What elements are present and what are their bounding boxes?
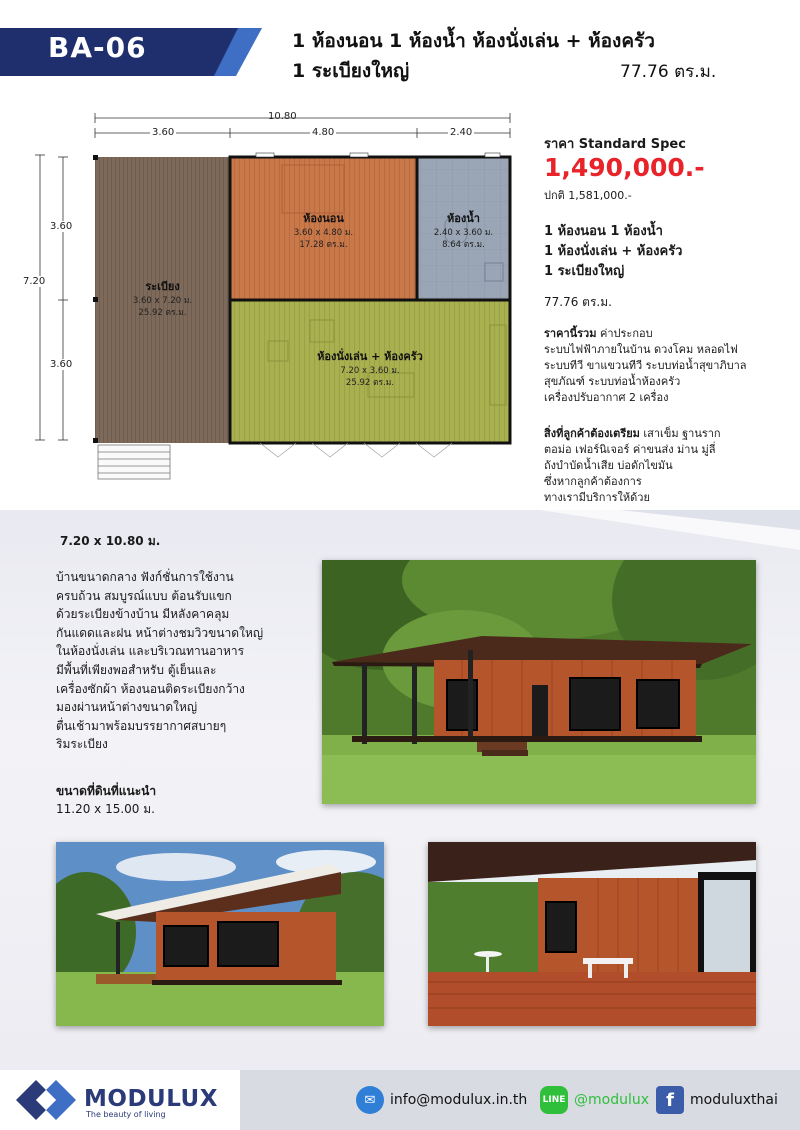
room-living [230,347,510,389]
description-line: เครื่องซักผ้า ห้องนอนติดระเบียงกว้าง [56,681,245,696]
feature-item: 1 ห้องนอน 1 ห้องน้ำ [544,224,663,239]
room-terrace-dims: 3.60 x 7.20 ม. [132,296,193,306]
dim-width-3: 2.40 [450,127,473,138]
feature-list [544,222,682,282]
description-line: บ้านขนาดกลาง ฟังก์ชั่นการใช้งาน [56,570,234,584]
included-line: ค่าประกอบ [599,327,653,340]
description-line: ในห้องนั่งเล่น และบริเวณทานอาหาร [56,644,245,659]
floor-plan [20,105,520,490]
room-living-name: ห้องนั่งเล่น + ห้องครัว [317,350,423,363]
prep-line: ถังบำบัดน้ำเสีย บ่อดักไขมัน [544,459,673,472]
dim-total-width: 10.80 [268,111,297,122]
description-line: ครบถ้วน สมบูรณ์แบบ ต้อนรับแขก [56,588,232,603]
room-bedroom-area: 17.28 ตร.ม. [299,240,348,250]
line-icon: LINE [540,1086,568,1114]
render-terrace-view [428,842,756,1026]
header-area: 77.76 ตร.ม. [620,62,717,82]
header-subtitle: 1 ระเบียงใหญ่ [292,60,410,82]
included-label: ราคานี้รวม [544,327,597,340]
room-bathroom [417,209,510,251]
modulux-logo-icon [14,1078,78,1122]
prep-line: ตอม่อ เฟอร์นิเจอร์ ค่าขนส่ง ม่าน มู่ลี่ [544,443,716,456]
dim-width-1: 3.60 [152,127,175,138]
description-line: มีพื้นที่เพียงพอสำหรับ ตู้เย็นและ [56,662,217,677]
land-size-label: ขนาดที่ดินที่แนะนำ [56,784,157,798]
house-size: 7.20 x 10.80 ม. [60,534,161,548]
room-bedroom-name: ห้องนอน [303,212,344,225]
email-icon: ✉ [356,1086,384,1114]
header-title: 1 ห้องนอน 1 ห้องน้ำ ห้องนั่งเล่น + ห้องครัว [292,30,655,52]
brand-name: MODULUX [84,1086,218,1112]
dim-total-depth: 7.20 [23,276,46,287]
contact-facebook[interactable]: moduluxthai [690,1092,778,1108]
contact-line[interactable]: @modulux [574,1092,650,1108]
dim-width-2: 4.80 [312,127,335,138]
room-bathroom-name: ห้องน้ำ [447,212,480,225]
room-bedroom [230,209,417,251]
included-line: ระบบทีวี ขาแขวนทีวี ระบบท่อน้ำสุขาภิบาล [544,359,747,372]
prep-line: เสาเข็ม ฐานราก [643,427,721,440]
room-terrace [95,277,230,319]
prep-line: ทางเรามีบริการให้ด้วย [544,491,650,504]
room-bedroom-dims: 3.60 x 4.80 ม. [293,228,354,238]
included-section [544,326,784,406]
prep-line: ซึ่งหากลูกค้าต้องการ [544,475,642,488]
render-front-view [322,560,756,804]
price-label: ราคา Standard Spec [544,137,686,152]
feature-item: 1 ระเบียงใหญ่ [544,264,625,279]
facebook-icon: f [656,1086,684,1114]
room-living-area: 25.92 ตร.ม. [345,378,395,388]
description-line: ตื่นเช้ามาพร้อมบรรยากาศสบายๆ [56,718,227,733]
description-line: ริมระเบียง [56,737,108,752]
prep-section [544,426,784,506]
dim-depth-2: 3.60 [50,359,73,370]
prep-label: สิ่งที่ลูกค้าต้องเตรียม [544,427,640,440]
description-line: มองผ่านหน้าต่างขนาดใหญ่ [56,700,198,715]
render-side-view [56,842,384,1026]
room-bathroom-area: 8.64 ตร.ม. [442,240,485,250]
contact-email[interactable]: info@modulux.in.th [390,1092,528,1108]
description-line: กันแดดและฝน หน้าต่างชมวิวขนาดใหญ่ [56,625,264,640]
normal-price: ปกติ 1,581,000.- [544,189,632,202]
price: 1,490,000.- [544,153,705,182]
feature-item: 1 ห้องนั่งเล่น + ห้องครัว [544,244,683,259]
room-bathroom-dims: 2.40 x 3.60 ม. [433,228,494,238]
land-size-value: 11.20 x 15.00 ม. [56,802,155,816]
room-terrace-area: 25.92 ตร.ม. [138,308,187,318]
description-line: ด้วยระเบียงข้างบ้าน มีหลังคาคลุม [56,607,230,622]
model-code: BA-06 [48,31,147,64]
spec-area: 77.76 ตร.ม. [544,295,612,309]
included-line: เครื่องปรับอากาศ 2 เครื่อง [544,391,669,404]
description [56,568,318,754]
brand-tagline: The beauty of living [86,1110,166,1119]
room-living-dims: 7.20 x 3.60 ม. [340,366,400,376]
included-line: สุขภัณฑ์ ระบบท่อน้ำห้องครัว [544,375,681,388]
included-line: ระบบไฟฟ้าภายในบ้าน ดวงโคม หลอดไฟ [544,343,738,356]
room-terrace-name: ระเบียง [145,280,180,293]
dim-depth-1: 3.60 [50,221,73,232]
